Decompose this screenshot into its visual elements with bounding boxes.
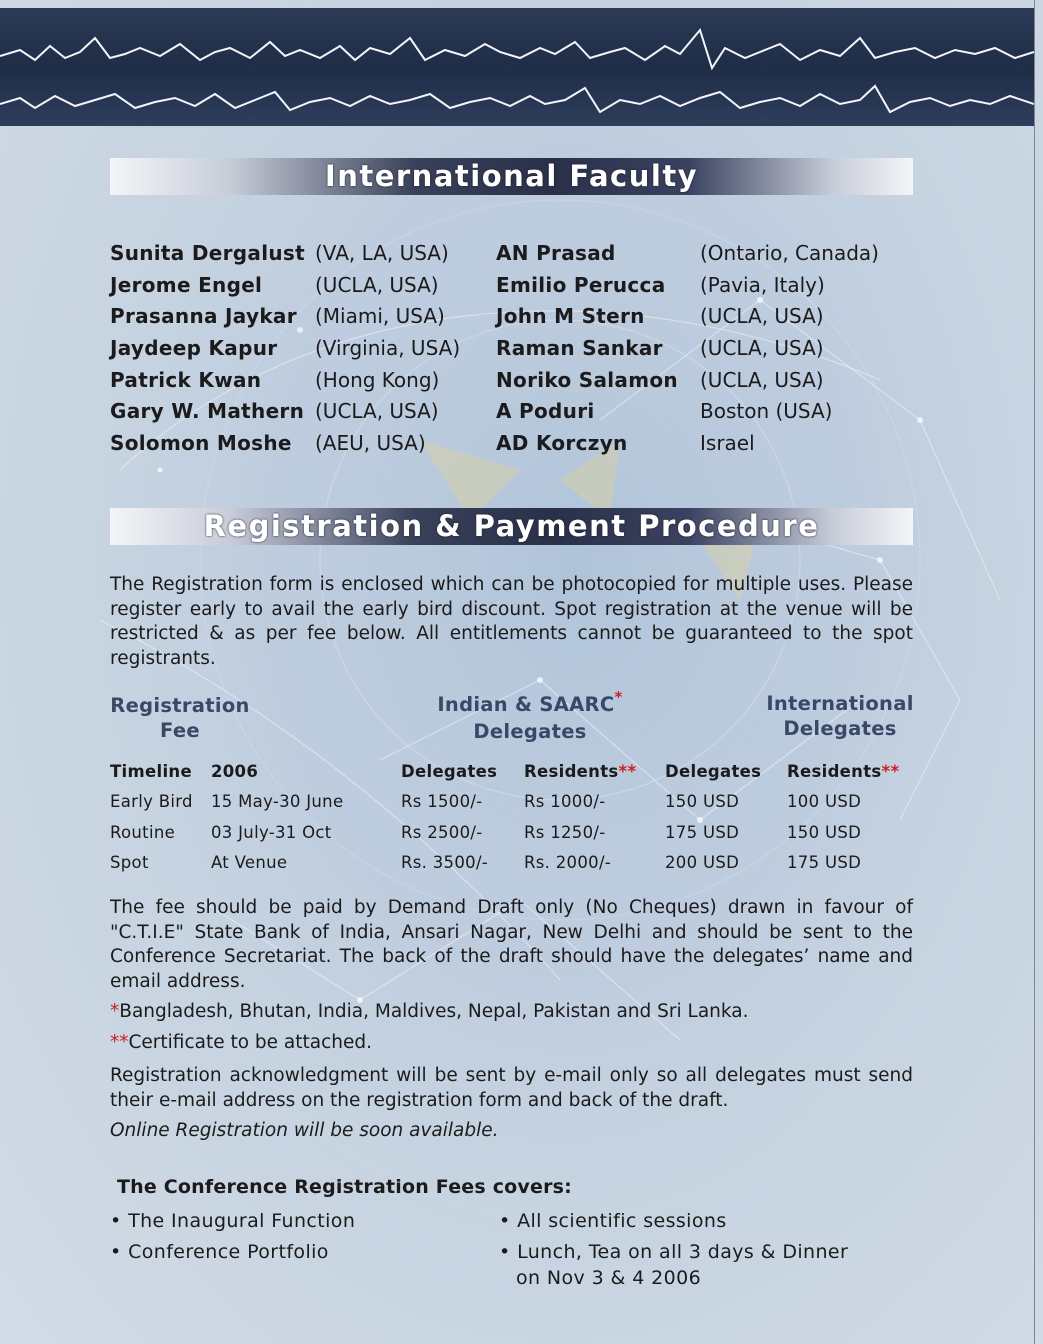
faculty-location: (UCLA, USA) (700, 368, 824, 392)
asterisk-mark: * (614, 688, 623, 706)
faculty-location: Boston (USA) (700, 399, 833, 423)
table-header-cell: Delegates (665, 762, 762, 781)
payment-instructions-text: The fee should be paid by Demand Draft only (No Cheques) drawn in favour of "C.T.I.E" State Bank of India, Ansari Nagar, New Delhi and should be sent to the Conference Secretariat. The back of the draft should have the delegates’ name and email address. (110, 897, 913, 992)
table-cell: At Venue (211, 853, 288, 872)
cover-item (499, 1208, 727, 1234)
table-cell: 200 USD (665, 853, 740, 872)
table-header-cell: Delegates (401, 762, 498, 781)
table-cell: 150 USD (787, 823, 862, 842)
registration-intro-text: The Registration form is enclosed which can be photocopied for multiple uses. Please register early to avail the early bird discount. Spot registration at the venue will be restricted & as per fee below. All entitlements cannot be guaranteed to the spot registrants. (110, 574, 913, 669)
fee-heading-line2: Fee (160, 719, 200, 742)
cover-item-continuation: on Nov 3 & 4 2006 (516, 1267, 702, 1289)
bullet-icon: • (499, 1210, 511, 1232)
fee-heading-line1: Registration (110, 694, 250, 717)
eeg-waveform-graphic (0, 8, 1034, 126)
table-header-cell (524, 762, 636, 782)
faculty-location: (UCLA, USA) (700, 336, 824, 360)
table-header-cell: Timeline (110, 762, 192, 781)
faculty-name: Raman Sankar (496, 336, 663, 360)
fee-heading (110, 693, 250, 743)
table-cell: 175 USD (787, 853, 862, 872)
double-asterisk-mark: ** (110, 1032, 129, 1053)
table-cell: 175 USD (665, 823, 740, 842)
cover-item (499, 1239, 848, 1265)
table-cell: 100 USD (787, 792, 862, 811)
faculty-name: Patrick Kwan (110, 368, 262, 392)
faculty-name: Sunita Dergalust (110, 241, 305, 265)
table-cell: 15 May-30 June (211, 792, 344, 811)
faculty-name: AN Prasad (496, 241, 616, 265)
faculty-location: (Miami, USA) (315, 304, 445, 328)
table-header-cell: 2006 (211, 762, 259, 781)
faculty-location: (Ontario, Canada) (700, 241, 879, 265)
table-cell: Rs. 2000/- (524, 853, 612, 872)
registration-section-title: Registration & Payment Procedure (203, 509, 820, 543)
faculty-location: (VA, LA, USA) (315, 241, 449, 265)
faculty-section-title: International Faculty (324, 159, 699, 193)
header-eeg-band (0, 8, 1034, 126)
bullet-icon: • (110, 1241, 122, 1263)
indian-saarc-heading (420, 688, 640, 744)
faculty-location: (Pavia, Italy) (700, 273, 825, 297)
table-cell: Rs 1250/- (524, 823, 606, 842)
table-cell: Routine (110, 823, 176, 842)
faculty-location: (AEU, USA) (315, 431, 426, 455)
page-edge-line (1034, 0, 1035, 1344)
faculty-name: Jerome Engel (110, 273, 263, 297)
double-asterisk-mark: ** (618, 762, 637, 781)
residents-label: Residents (787, 762, 882, 781)
bullet-icon: • (110, 1210, 122, 1232)
bullet-icon: • (499, 1241, 511, 1263)
intl-heading-line1: International (766, 692, 914, 715)
faculty-section-header (110, 158, 913, 195)
table-cell: 03 July-31 Oct (211, 823, 332, 842)
faculty-name: John M Stern (496, 304, 645, 328)
table-cell: Spot (110, 853, 149, 872)
residents-label: Residents (524, 762, 619, 781)
faculty-name: A Poduri (496, 399, 595, 423)
table-cell: Rs. 3500/- (401, 853, 489, 872)
registration-section-header (110, 508, 913, 545)
faculty-location: (UCLA, USA) (315, 273, 439, 297)
faculty-location: (Virginia, USA) (315, 336, 461, 360)
faculty-location: (Hong Kong) (315, 368, 440, 392)
cover-item-label: All scientific sessions (517, 1210, 727, 1232)
cover-item-label: Conference Portfolio (128, 1241, 329, 1263)
faculty-name: AD Korczyn (496, 431, 628, 455)
faculty-name: Emilio Perucca (496, 273, 666, 297)
faculty-name: Solomon Moshe (110, 431, 292, 455)
saarc-footnote-text: Bangladesh, Bhutan, India, Maldives, Nepal, Pakistan and Sri Lanka. (119, 1001, 749, 1022)
asterisk-mark: * (110, 1001, 120, 1022)
certificate-footnote-text: Certificate to be attached. (128, 1032, 373, 1053)
faculty-name: Jaydeep Kapur (110, 336, 278, 360)
international-heading (760, 691, 920, 741)
faculty-location: Israel (700, 431, 755, 455)
faculty-name: Prasanna Jaykar (110, 304, 297, 328)
certificate-footnote (110, 1031, 913, 1056)
indian-heading-line2: Delegates (473, 720, 587, 743)
cover-item (110, 1239, 329, 1265)
table-cell: 150 USD (665, 792, 740, 811)
table-cell: Rs 2500/- (401, 823, 483, 842)
fees-cover-title: The Conference Registration Fees covers: (117, 1176, 572, 1198)
table-header-cell (787, 762, 899, 782)
cover-item (110, 1208, 355, 1234)
intl-heading-line2: Delegates (783, 717, 897, 740)
table-cell: Rs 1500/- (401, 792, 483, 811)
table-cell: Early Bird (110, 792, 193, 811)
indian-heading-line1: Indian & SAARC (437, 693, 615, 716)
faculty-name: Gary W. Mathern (110, 399, 305, 423)
cover-item-label: Lunch, Tea on all 3 days & Dinner (517, 1241, 849, 1263)
cover-item-label: The Inaugural Function (128, 1210, 356, 1232)
double-asterisk-mark: ** (881, 762, 900, 781)
faculty-location: (UCLA, USA) (315, 399, 439, 423)
online-registration-note: Online Registration will be soon available. (110, 1120, 499, 1141)
faculty-name: Noriko Salamon (496, 368, 678, 392)
saarc-footnote (110, 1000, 913, 1025)
faculty-location: (UCLA, USA) (700, 304, 824, 328)
acknowledgment-text: Registration acknowledgment will be sent by e-mail only so all delegates must send their e-mail address on the registration form and back of the draft. (110, 1065, 913, 1111)
table-cell: Rs 1000/- (524, 792, 606, 811)
